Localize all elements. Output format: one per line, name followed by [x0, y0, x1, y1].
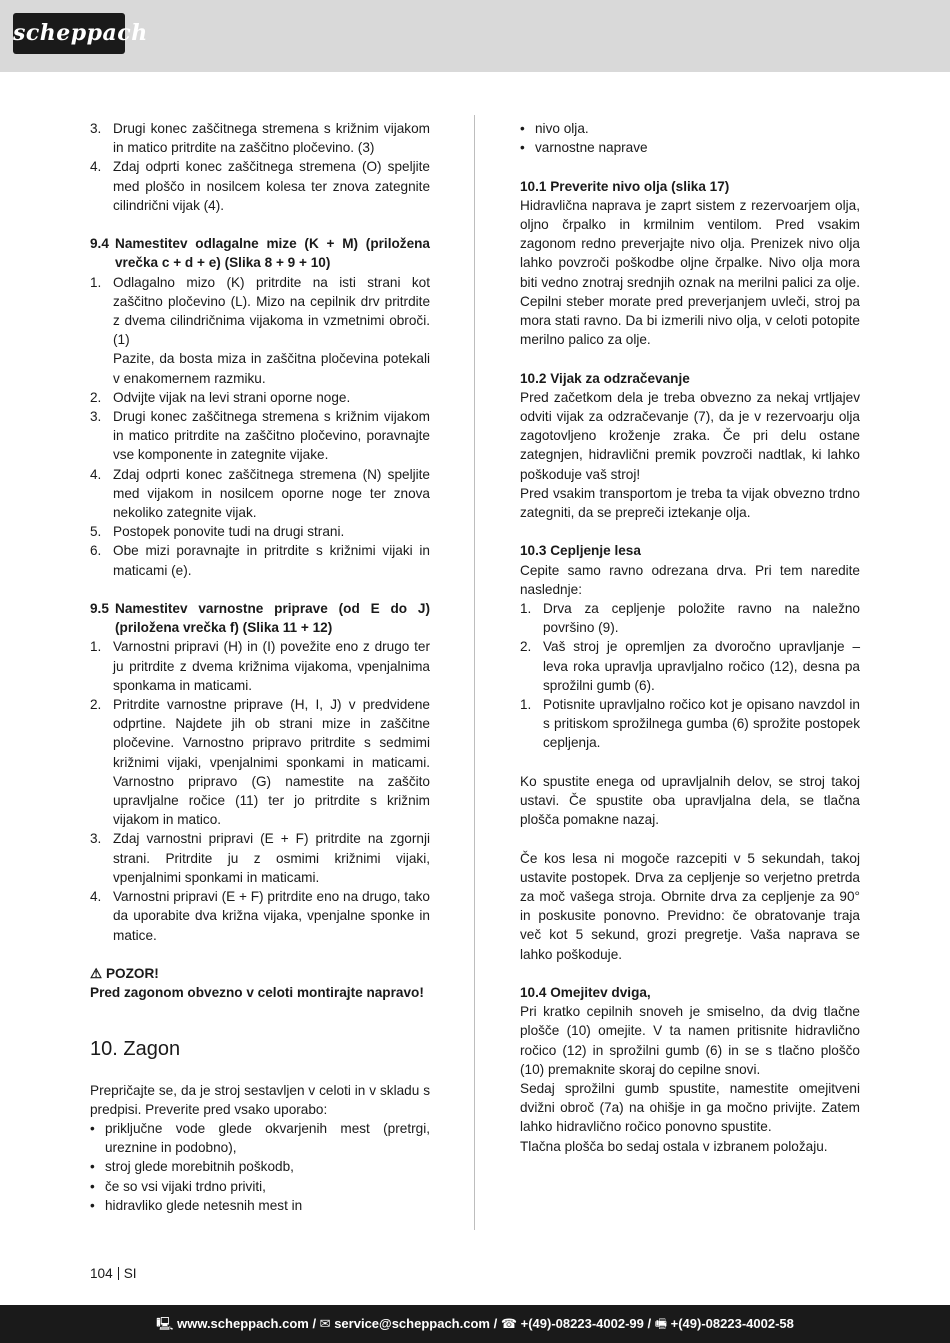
- paragraph: Cepite samo ravno odrezana drva. Pri tem naredite naslednje:: [520, 562, 860, 597]
- page-header: [0, 0, 950, 72]
- paragraph: Hidravlična naprava je zaprt sistem z rezervoarjem olja, oljno črpalko in krmilnim ventilom. Pred vsakim zagonom redno preverjajte nivo olja. Prenizek nivo olja lahko povzroči poškodbe oljne črpalke. Nivo olja mora biti vedno znotraj srednjih oznak na merilni palici za olje. Cepilni steber morate pred preverjanjem uvleči, stroj pa mora stati ravno. Da bi izmerili nivo olja, v celoti potopite merilno palico za olje.: [520, 197, 860, 348]
- list-item: • stroj glede morebitnih poškodb,: [90, 1159, 294, 1175]
- paragraph: Če kos lesa ni mogoče razcepiti v 5 sekundah, takoj ustavite postopek. Drva za cepljenje so verjetno pretrda za moč vašega stroja. Obrnite drva za cepljenje za 90° in poskusite ponovno. Previdno: če obratovanje traja več kot 5 sekund, grozi pregretje. Vaša naprava se lahko poškoduje.: [520, 850, 860, 962]
- list-item: • če so vsi vijaki trdno priviti,: [90, 1178, 266, 1194]
- list-item: 1. Odlagalno mizo (K) pritrdite na isti strani kot zaščitno pločevino (L). Mizo na cepilnik drv pritrdite z dvema cilindričnima vijakoma in vzmetnimi obroči. (1): [90, 274, 430, 348]
- fax-icon: 🖷: [654, 1316, 667, 1331]
- phone-number: +(49)-08223-4002-99: [520, 1316, 644, 1331]
- list-item: 1. Potisnite upravljalno ročico kot je opisano navzdol in s pritiskom sprožilnega gumba (6) sprožite postopek cepljenja.: [520, 697, 860, 751]
- section-heading-10-2: 10.2 Vijak za odzračevanje: [520, 370, 690, 386]
- section-heading-9-4: 9.4 Namestitev odlagalne mize (K + M) (priložena vrečka c + d + e) (Slika 8 + 9 + 10): [90, 236, 430, 271]
- list-item: • varnostne naprave: [520, 140, 648, 156]
- list-item: 4. Zdaj odprti konec zaščitnega stremena (O) speljite med ploščo in nosilcem kolesa ter znova zategnite cilindrični vijak (4).: [90, 159, 430, 213]
- list-item: 2. Odvijte vijak na levi strani oporne noge.: [90, 389, 351, 405]
- list-item: • priključne vode glede okvarjenih mest (pretrgi, ureznine in podobno),: [90, 1121, 430, 1156]
- list-item: 3. Zdaj varnostni pripravi (E + F) pritrdite na zgornji strani. Pritrdite ju z osmimi križnimi vijaki, vpenjalnimi sponkami in maticami.: [90, 831, 430, 885]
- intro-text: Prepričajte se, da je stroj sestavljen v celoti in v skladu s predpisi. Preverite pred vsako uporabo:: [90, 1082, 430, 1117]
- website-link[interactable]: www.scheppach.com: [177, 1316, 309, 1331]
- paragraph: Ko spustite enega od upravljalnih delov, se stroj takoj ustavi. Če spustite oba upravljalna dela, se tlačna plošča pomakne nazaj.: [520, 773, 860, 828]
- page-number: 104 SI: [90, 1266, 137, 1281]
- list-item: 3. Drugi konec zaščitnega stremena s križnim vijakom in matico pritrdite na zaščitno pločevino. (3): [90, 121, 430, 156]
- chapter-heading-10: 10. Zagon: [90, 1038, 181, 1061]
- paragraph: Pri kratko cepilnih snoveh je smiselno, da dvig tlačne plošče (10) omejite. V ta namen pritisnite hidravlično ročico (12) in sprožilni gumb (6) in se s tlačno ploščo (10) premaknite skoraj do cepilne snovi.: [520, 1004, 860, 1077]
- list-item: 5. Postopek ponovite tudi na drugi strani.: [90, 524, 345, 540]
- list-item: 3. Drugi konec zaščitnega stremena s križnim vijakom in matico pritrdite na zaščitno pločevino, poravnajte vse komponente in zategnite vijake.: [90, 409, 430, 463]
- section-heading-10-4: 10.4 Omejitev dviga,: [520, 985, 651, 1001]
- left-column: [90, 119, 430, 1215]
- computer-icon: 🖳: [156, 1316, 174, 1331]
- list-item: 4. Varnostni pripravi (E + F) pritrdite eno na drugo, tako da uporabite dva križna vijaka, vpenjalne sponke in matice.: [90, 889, 430, 943]
- phone-icon: ☎: [500, 1316, 518, 1331]
- section-heading-9-5: 9.5 Namestitev varnostne priprave (od E do J) (priložena vrečka f) (Slika 11 + 12): [90, 601, 430, 636]
- page-footer: 🖳 www.scheppach.com / ✉ service@scheppach.com / ☎ +(49)-08223-4002-99 / 🖷 +(49)-08223-4002-58: [0, 1305, 950, 1343]
- list-item: 4. Zdaj odprti konec zaščitnega stremena (N) speljite med vijakom in nosilcem oporne noge ter znova nekoliko zategnite vijak.: [90, 466, 430, 521]
- paragraph: Pred vsakim transportom je treba ta vijak obvezno trdno zategniti, da se prepreči iztekanje olja.: [520, 485, 860, 521]
- paragraph: Sedaj sprožilni gumb spustite, namestite omejitveni dvižni obroč (7a) na ohišje in ga močno privijte. Zatem lahko hidravlično ročico ponovno spustite.: [520, 1081, 860, 1135]
- column-divider: [474, 115, 475, 1230]
- envelope-icon: ✉: [319, 1316, 331, 1331]
- list-item: 1. Drva za cepljenje položite ravno na naležno površino (9).: [520, 601, 860, 636]
- right-column: [520, 119, 860, 1156]
- section-heading-10-3: 10.3 Cepljenje lesa: [520, 543, 641, 559]
- paragraph: Pred začetkom dela je treba obvezno za nekaj vrtljajev odviti vijak za odzračevanje (7), da je v rezervoarju olja zagotovljeno kroženje zraka. Če pri delu ostane zategnjen, hidravlični premik povzroči nadtlak, ki lahko poškoduje vaš stroj!: [520, 389, 860, 482]
- fax-number: +(49)-08223-4002-58: [670, 1316, 794, 1331]
- list-item: 6. Obe mizi poravnajte in pritrdite s križnimi vijaki in maticami (e).: [90, 543, 430, 578]
- list-item: 2. Pritrdite varnostne priprave (H, I, J) v predvidene odprtine. Najdete jih ob strani mize in zaščitne pločevine. Varnostno pripravo pritrdite s sedmimi križnimi vijaki, vpenjalnimi sponkami in maticami. Varnostno pripravo (G) namestite na zaščito upravljalne ročice (11) ter jo pritrdite s križnim vijakom in matico.: [90, 697, 430, 828]
- paragraph: Tlačna plošča bo sedaj ostala v izbranem položaju.: [520, 1138, 828, 1154]
- warning-text: Pred zagonom obvezno v celoti montirajte napravo!: [90, 985, 424, 1001]
- email-link[interactable]: service@scheppach.com: [334, 1316, 490, 1331]
- list-item: 1. Varnostni pripravi (H) in (I) povežite eno z drugo ter ju pritrdite z dvema križnima vijakoma, vpenjalnima sponkama in maticami.: [90, 639, 430, 693]
- list-item: 2. Vaš stroj je opremljen za dvoročno upravljanje – leva roka upravlja upravljalno ročico (12), desna pa sprožilni gumb (6).: [520, 639, 860, 693]
- warning-title: ⚠ POZOR!: [90, 965, 159, 981]
- list-item: • nivo olja.: [520, 121, 589, 136]
- list-item: • hidravliko glede netesnih mest in: [90, 1197, 303, 1213]
- section-heading-10-1: 10.1 Preverite nivo olja (slika 17): [520, 178, 730, 194]
- note-text: Pazite, da bosta miza in zaščitna pločevina potekali v enakomernem razmiku.: [113, 351, 430, 386]
- scheppach-logo: scheppach: [13, 13, 125, 54]
